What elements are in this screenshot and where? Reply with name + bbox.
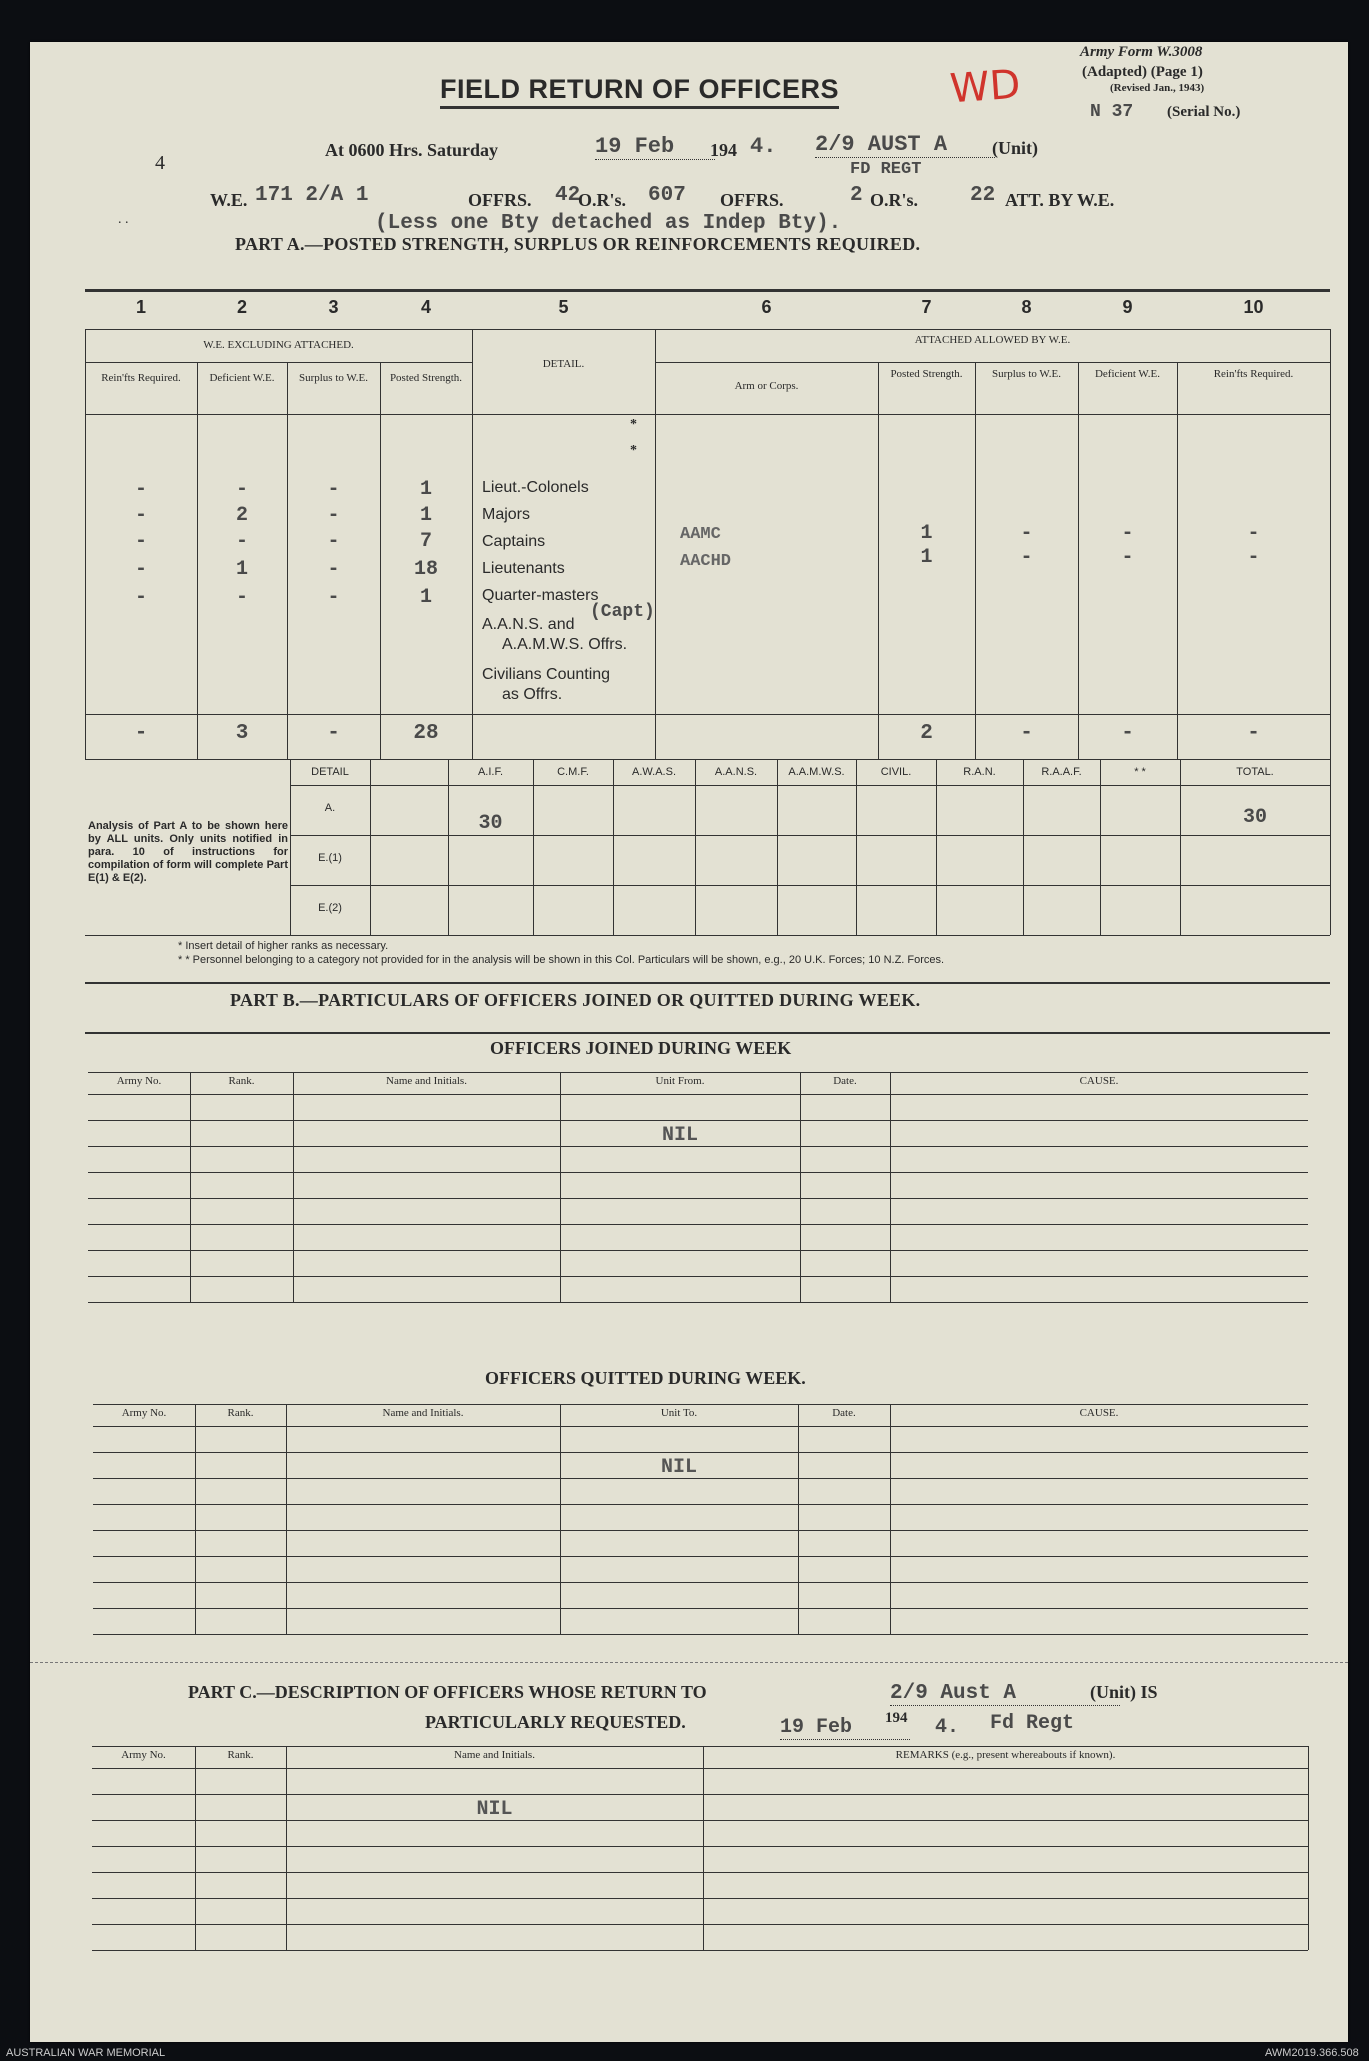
attached-cell: - [1020, 522, 1033, 545]
table-divider [560, 1404, 561, 1634]
col-number: 7 [921, 297, 932, 317]
part-c-line1: PART C.—DESCRIPTION OF OFFICERS WHOSE RETURN TO [188, 1682, 707, 1702]
table-header: Name and Initials. [386, 1075, 467, 1087]
table-header: Date. [833, 1075, 857, 1087]
asterisk: * [630, 417, 637, 432]
rank-label: A.A.M.W.S. Offrs. [502, 636, 628, 653]
part-a-cell: - [327, 586, 340, 609]
analysis-divider [777, 759, 778, 935]
table-rule [88, 1224, 1308, 1225]
part-c-unit-2: Fd Regt [990, 1712, 1075, 1735]
form-number: Army Form W.3008 [1080, 44, 1203, 60]
table-header: Unit From. [655, 1075, 705, 1087]
table-header: Name and Initials. [382, 1407, 464, 1419]
detail-header: DETAIL. [542, 358, 585, 370]
analysis-header: CIVIL. [880, 766, 912, 778]
attached-cell: - [1121, 522, 1134, 545]
col-header: Rein'fts Required. [1213, 368, 1294, 380]
analysis-header: A.A.N.S. [714, 766, 758, 778]
col-number: 1 [135, 297, 146, 317]
analysis-divider [448, 759, 449, 935]
part-c-unit: 2/9 Aust A [890, 1682, 1120, 1706]
total-cell: - [134, 722, 148, 745]
offrs-label-2: OFFRS. [720, 190, 784, 210]
asterisk: * [630, 443, 637, 458]
at-label: At 0600 Hrs. Saturday [325, 140, 499, 160]
nil-value: NIL [661, 1124, 698, 1147]
table-divider [195, 1746, 196, 1950]
analysis-row-label: E.(1) [318, 852, 342, 864]
table-divider [560, 1072, 561, 1302]
typed-note: (Less one Bty detached as Indep Bty). [375, 212, 842, 235]
table-rule [92, 1872, 1308, 1873]
analysis-divider [613, 759, 614, 935]
table-divider [286, 1404, 287, 1634]
table-rule [93, 1530, 1308, 1531]
nil-value: NIL [660, 1456, 697, 1479]
analysis-divider [695, 759, 696, 935]
form-sheet [30, 42, 1348, 2042]
table-rule [93, 1426, 1308, 1427]
analysis-header: R.A.N. [963, 766, 996, 778]
col-header: Posted Strength. [890, 368, 963, 380]
attached-cell: - [1020, 546, 1033, 569]
part-a-cell: - [134, 504, 147, 527]
joined-title: OFFICERS JOINED DURING WEEK [490, 1038, 792, 1058]
table-divider [286, 1746, 287, 1950]
table-rule [93, 1634, 1308, 1635]
part-a-cell: - [134, 530, 147, 553]
table-rule [88, 1198, 1308, 1199]
table-header: Rank. [227, 1407, 254, 1419]
footer-left: AUSTRALIAN WAR MEMORIAL [6, 2047, 166, 2059]
table-rule [92, 1898, 1308, 1899]
analysis-divider [370, 759, 371, 935]
col-number: 5 [558, 297, 569, 317]
unit-label: (Unit) [992, 138, 1038, 158]
total-cell: 3 [235, 722, 249, 745]
rank-label: Quarter-masters [482, 587, 599, 604]
analysis-divider [1100, 759, 1101, 935]
table-rule [88, 1172, 1308, 1173]
attached-cell: 1 [920, 522, 933, 545]
analysis-header: DETAIL [311, 766, 349, 778]
table-rule [93, 1582, 1308, 1583]
ors-value-1: 607 [648, 184, 686, 207]
offrs-value-1: 42 [555, 184, 581, 207]
col-header: Posted Strength. [389, 372, 463, 384]
table-header: Army No. [121, 1407, 167, 1419]
analysis-divider [1330, 759, 1331, 935]
nil-value: NIL [476, 1798, 513, 1821]
table-rule [88, 1276, 1308, 1277]
col-number: 9 [1122, 297, 1133, 317]
col-header: Deficient W.E. [209, 372, 275, 384]
table-header: Unit To. [660, 1407, 698, 1419]
rank-label: Captains [482, 533, 546, 550]
ors-label-1: O.R's. [578, 190, 627, 210]
serial-label: (Serial No.) [1167, 104, 1241, 120]
part-c-line2: PARTICULARLY REQUESTED. [425, 1712, 686, 1732]
col-number: 4 [420, 297, 431, 317]
ors-label-2: O.R's. [870, 190, 919, 210]
analysis-divider [856, 759, 857, 935]
we-label: W.E. [210, 190, 248, 210]
col-header: Rein'fts Required. [101, 372, 181, 384]
part-a-cell: - [235, 586, 248, 609]
quitted-title: OFFICERS QUITTED DURING WEEK. [485, 1368, 806, 1388]
qm-typed-note: (Capt) [590, 602, 655, 622]
table-header: Date. [832, 1407, 856, 1419]
table-header: Army No. [116, 1075, 162, 1087]
analysis-header: R.A.A.F. [1041, 766, 1082, 778]
part-a-cell: 18 [413, 558, 438, 581]
unit-value-2: FD REGT [850, 160, 922, 179]
table-rule [92, 1768, 1308, 1769]
part-a-cell: 1 [419, 478, 432, 501]
table-header: Army No. [121, 1749, 166, 1761]
table-rule [93, 1404, 1308, 1405]
col-number: 8 [1021, 297, 1032, 317]
table-rule [88, 1120, 1308, 1121]
year-prefix: 194 [710, 140, 737, 160]
part-a-cell: - [327, 504, 340, 527]
arm-corps-cell: AACHD [680, 552, 732, 571]
analysis-divider [936, 759, 937, 935]
analysis-row-label: E.(2) [318, 902, 342, 914]
table-header: CAUSE. [1079, 1075, 1119, 1087]
table-divider [800, 1072, 801, 1302]
table-rule [88, 1094, 1308, 1095]
dot-marks: . . [118, 212, 129, 227]
table-divider [703, 1746, 704, 1950]
col-number: 6 [761, 297, 772, 317]
form-title: FIELD RETURN OF OFFICERS [440, 72, 839, 109]
table-divider [890, 1072, 891, 1302]
table-rule [88, 1250, 1308, 1251]
part-a-cell: - [235, 478, 248, 501]
analysis-divider [1023, 759, 1024, 935]
footnote-2: * * Personnel belonging to a category not provided for in the analysis will be shown in this Col. Particulars will be shown, e.g., 20 U.K. Forces; 10 N.Z. Forces. [178, 954, 945, 966]
table-divider [890, 1404, 891, 1634]
group-header-attached: ATTACHED ALLOWED BY W.E. [914, 334, 1071, 346]
rank-label: as Offrs. [502, 686, 563, 703]
rank-label: Lieutenants [482, 560, 565, 577]
part-c-year-suffix: 4. [935, 1716, 960, 1739]
arm-corps-cell: AAMC [680, 525, 721, 544]
table-header: CAUSE. [1079, 1407, 1119, 1419]
table-divider [190, 1072, 191, 1302]
col-number: 2 [236, 297, 247, 317]
part-c-date: 19 Feb [780, 1716, 910, 1740]
serial-value: N 37 [1090, 102, 1134, 122]
col-number: 3 [328, 297, 339, 317]
table-divider [293, 1072, 294, 1302]
table-rule [88, 1302, 1308, 1303]
analysis-row-label: A. [324, 802, 336, 814]
rank-label: Majors [482, 506, 531, 523]
analysis-header: A.A.M.W.S. [788, 766, 845, 778]
table-rule [92, 1846, 1308, 1847]
analysis-header: C.M.F. [557, 766, 589, 778]
col-header: Surplus to W.E. [991, 368, 1062, 380]
rank-label: A.A.N.S. and [482, 616, 575, 633]
total-cell: - [1247, 722, 1260, 745]
ors-value-2: 22 [970, 184, 996, 207]
total-cell: - [327, 722, 340, 745]
part-a-cell: 1 [419, 586, 432, 609]
table-rule [93, 1504, 1308, 1505]
unit-value: 2/9 AUST A [815, 132, 995, 158]
attached-cell: - [1247, 522, 1260, 545]
total-cell: 2 [920, 722, 933, 745]
form-adapted: (Adapted) (Page 1) [1082, 64, 1203, 80]
offrs-label-1: OFFRS. [468, 190, 532, 210]
table-divider [195, 1404, 196, 1634]
analysis-divider [1180, 759, 1181, 935]
table-rule [92, 1950, 1308, 1951]
analysis-header: TOTAL. [1236, 766, 1274, 778]
analysis-divider [533, 759, 534, 935]
table-rule [92, 1794, 1308, 1795]
total-cell: - [1020, 722, 1033, 745]
rank-label: Lieut.-Colonels [482, 479, 589, 496]
total-value: 30 [1242, 806, 1267, 829]
table-rule [92, 1746, 1308, 1747]
date-value: 19 Feb [595, 134, 715, 160]
we-value: 171 2/A 1 [255, 184, 369, 207]
table-rule [88, 1072, 1308, 1073]
col-number: 10 [1243, 297, 1264, 317]
part-a-cell: - [134, 478, 147, 501]
total-cell: - [1121, 722, 1134, 745]
part-a-cell: 7 [419, 530, 432, 553]
attached-cell: 1 [920, 546, 933, 569]
table-header: Rank. [228, 1075, 255, 1087]
table-header: Rank. [227, 1749, 254, 1761]
table-divider [1308, 1746, 1309, 1950]
table-divider [798, 1404, 799, 1634]
part-a-cell: - [327, 558, 340, 581]
part-a-cell: - [134, 558, 147, 581]
analysis-header: * * [1134, 766, 1146, 778]
part-a-title: PART A.—POSTED STRENGTH, SURPLUS OR REINFORCEMENTS REQUIRED. [235, 234, 921, 254]
table-header: REMARKS (e.g., present whereabouts if known). [895, 1749, 1116, 1761]
part-a-cell: - [134, 586, 147, 609]
table-rule [93, 1608, 1308, 1609]
year-suffix: 4. [750, 134, 777, 159]
analysis-header: A.I.F. [477, 766, 504, 778]
attached-cell: - [1121, 546, 1134, 569]
table-rule [92, 1924, 1308, 1925]
part-a-cell: - [235, 530, 248, 553]
part-b-title: PART B.—PARTICULARS OF OFFICERS JOINED OR QUITTED DURING WEEK. [230, 990, 921, 1010]
att-label: ATT. BY W.E. [1005, 190, 1115, 210]
part-a-cell: 1 [235, 558, 248, 581]
handwritten-mark: WD [948, 61, 1022, 113]
col-header: Arm or Corps. [734, 380, 799, 392]
part-a-cell: 2 [235, 504, 248, 527]
table-rule [93, 1452, 1308, 1453]
analysis-note: Analysis of Part A to be shown here by ALL units. Only units notified in para. 10 of instructions for compilation of form will complete Part E(1) & E(2). [88, 820, 288, 884]
col-header: Deficient W.E. [1094, 368, 1161, 380]
side-mark: 4 [155, 152, 165, 174]
table-header: Name and Initials. [454, 1749, 535, 1761]
col-header: Surplus to W.E. [298, 372, 369, 384]
analysis-header: A.W.A.S. [631, 766, 676, 778]
part-a-cell: 1 [419, 504, 432, 527]
form-revised: (Revised Jan., 1943) [1110, 82, 1205, 94]
rank-label: Civilians Counting [482, 666, 611, 683]
part-a-cell: - [327, 530, 340, 553]
part-c-year-prefix: 194 [885, 1710, 908, 1726]
part-c-unit-label: (Unit) IS [1090, 1682, 1158, 1702]
group-header-we: W.E. EXCLUDING ATTACHED. [203, 339, 354, 351]
aif-value: 30 [478, 812, 503, 835]
attached-cell: - [1247, 546, 1260, 569]
footnote-1: * Insert detail of higher ranks as necessary. [178, 940, 389, 952]
total-cell: 28 [413, 722, 439, 745]
footer-right: AWM2019.366.508 [1265, 2047, 1359, 2059]
offrs-value-2: 2 [850, 184, 863, 207]
table-rule [93, 1556, 1308, 1557]
part-a-cell: - [327, 478, 340, 501]
